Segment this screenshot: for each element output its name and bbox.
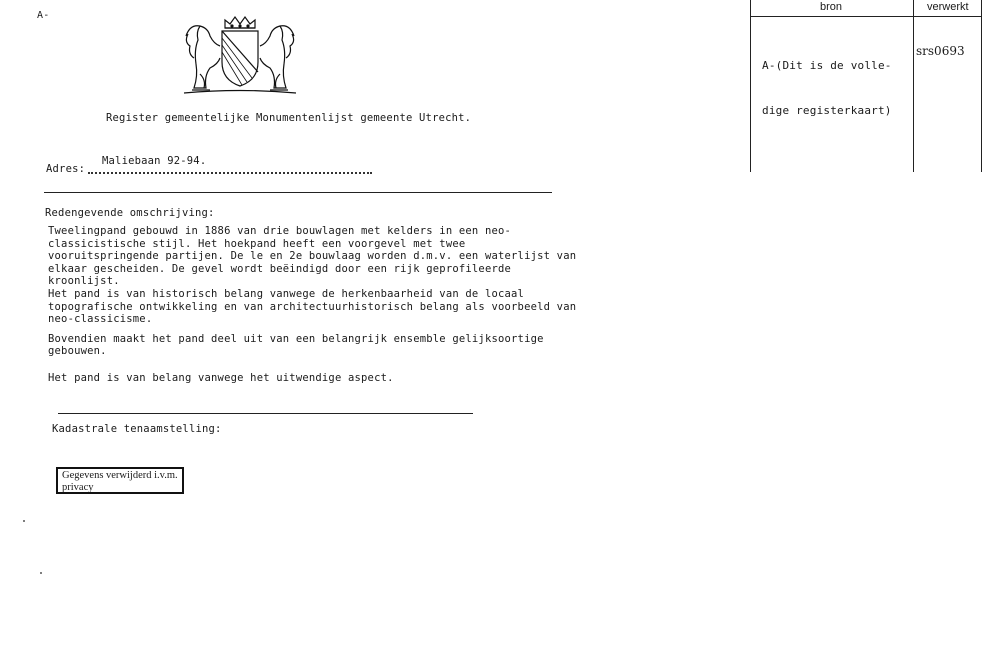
privacy-line: privacy [62,481,94,493]
register-table [750,0,982,172]
description-line: neo-classicisme. [48,313,153,326]
table-header-rule [750,16,982,17]
table-divider [913,0,914,172]
table-border-left [750,0,751,172]
description-line: kroonlijst. [48,275,120,288]
description-line: topografische ontwikkeling en van architectuurhistorisch belang als voorbeeld van [48,300,577,313]
description-line: vooruitspringende partijen. De le en 2e bouwlaag worden d.m.v. een waterlijst van [48,250,577,263]
privacy-line: Gegevens verwijderd i.v.m. [62,470,178,481]
divider-rule-2 [58,413,473,414]
address-dotted-line [88,172,372,174]
kadastrale-label: Kadastrale tenaamstelling: [52,423,222,435]
description-text [48,225,577,385]
table-border-right [981,0,982,172]
scan-speck [40,572,42,574]
description-line: Het pand is van belang vanwege het uitwendige aspect. [48,371,394,384]
verwerkt-header: verwerkt [927,1,969,13]
description-line: gebouwen. [48,345,107,358]
divider-rule [44,192,552,193]
bron-header: bron [820,1,843,13]
scan-speck [23,520,25,522]
address-label: Adres: [46,163,86,175]
verwerkt-value: srs0693 [916,44,965,58]
privacy-notice-box [56,467,184,494]
description-line: Het pand is van historisch belang vanwege de herkenbaarheid van de locaal [48,287,525,300]
corner-mark: A- [37,10,50,21]
address-value: Maliebaan 92-94. [102,155,207,167]
page-title: Register gemeentelijke Monumentenlijst gemeente Utrecht. [106,112,472,124]
bron-value: A-(Dit is de volle- dige registerkaart) [762,59,892,117]
description-line: Bovendien maakt het pand deel uit van een belangrijk ensemble gelijksoortige [48,332,544,345]
coat-of-arms-icon [180,14,300,96]
description-line: classicistische stijl. Het hoekpand heeft een voorgevel met twee [48,237,466,250]
description-line: elkaar gescheiden. De gevel wordt beëindigd door een rijk geprofileerde [48,262,512,275]
description-heading: Redengevende omschrijving: [45,207,215,219]
description-line: Tweelingpand gebouwd in 1886 van drie bouwlagen met kelders in een neo- [48,225,512,237]
